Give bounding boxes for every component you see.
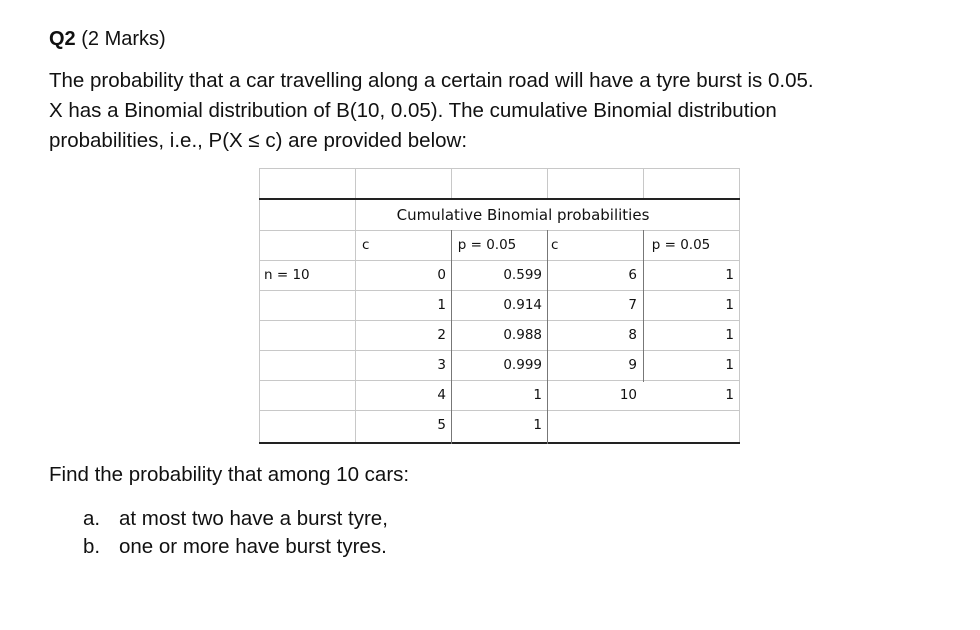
c-value: 1 [437,297,446,313]
c-value: 9 [628,357,637,373]
question-prompt: Find the probability that among 10 cars: [49,463,410,486]
p-value: 1 [725,327,734,343]
header-p-right: p = 0.05 [651,237,711,253]
intro-line-1: The probability that a car travelling along a certain road will have a tyre burst is 0.05. [49,69,814,92]
header-c-right: c [551,237,559,253]
part-a [83,505,388,533]
part-text: one or more have burst tyres. [119,535,387,558]
c-value: 6 [628,267,637,283]
question-intro [49,66,969,156]
p-value: 1 [725,267,734,283]
c-value: 3 [437,357,446,373]
table-caption: Cumulative Binomial probabilities [396,206,650,224]
c-value: 7 [628,297,637,313]
p-value: 0.999 [503,357,542,373]
c-value [547,411,637,439]
gridline [547,168,548,198]
gridline [451,168,452,198]
p-value: 1 [725,387,734,403]
p-value: 0.599 [503,267,542,283]
question-parts [83,505,388,561]
intro-line-2: X has a Binomial distribution of B(10, 0.05). The cumulative Binomial distribution [49,99,777,122]
p-value: 1 [725,297,734,313]
gridline [643,168,644,198]
binomial-table [259,168,740,444]
c-value: 8 [628,327,637,343]
part-text: at most two have a burst tyre, [119,507,388,530]
p-value: 0.988 [503,327,542,343]
c-value: 0 [437,267,446,283]
table-bottom-rule [259,442,740,444]
table-top-rule [259,198,740,200]
p-value: 1 [533,417,542,433]
gridline [259,168,260,444]
gridline [259,168,740,169]
p-value: 1 [725,357,734,373]
intro-line-3: probabilities, i.e., P(X ≤ c) are provided below: [49,129,468,152]
gridline [739,168,740,444]
part-b [83,533,388,561]
question-number: Q2 [49,28,76,50]
p-value [643,411,734,439]
n-label: n = 10 [264,267,310,283]
question-heading [49,26,166,52]
c-value: 4 [437,387,446,403]
c-value: 10 [619,387,637,403]
c-value: 2 [437,327,446,343]
c-value: 5 [437,417,446,433]
p-value: 1 [533,387,542,403]
header-p-left: p = 0.05 [457,237,517,253]
header-c-left: c [362,237,370,253]
p-value: 0.914 [503,297,542,313]
question-marks: (2 Marks) [81,28,166,50]
part-marker: a. [83,507,101,530]
part-marker: b. [83,535,101,558]
